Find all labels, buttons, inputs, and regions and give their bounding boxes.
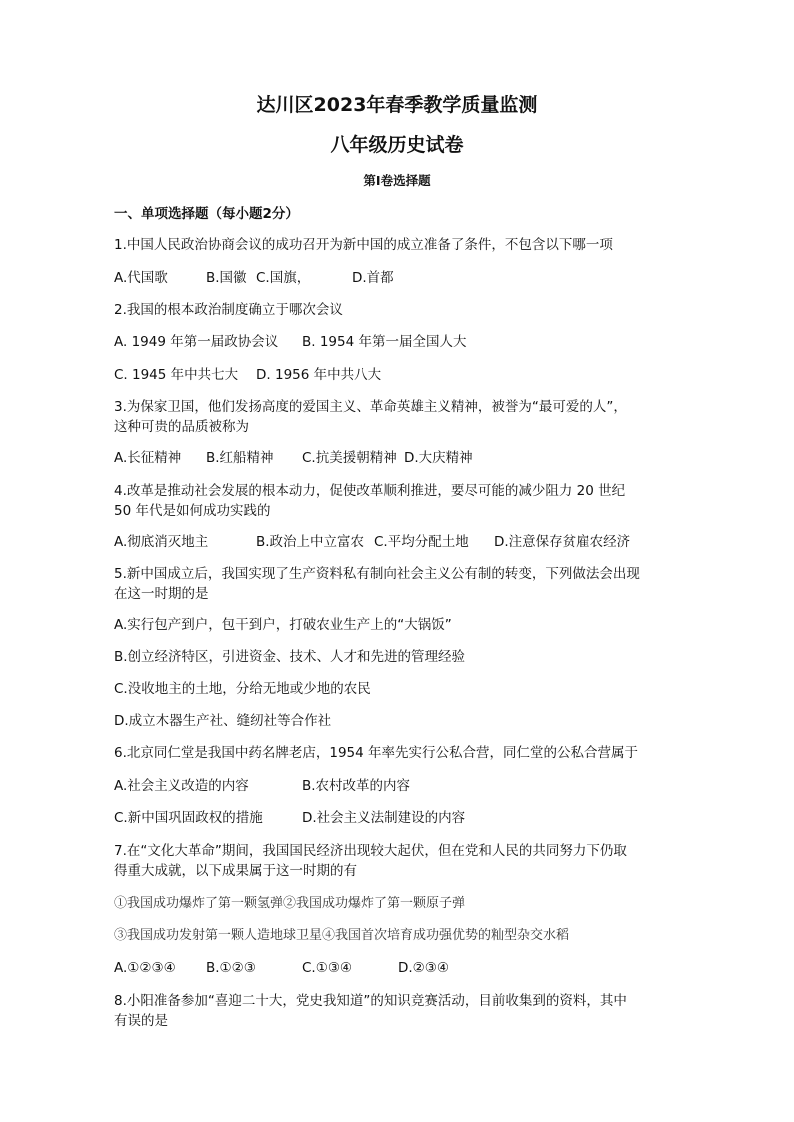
section-heading: 一、单项选择题（每小题2分） — [114, 206, 299, 222]
question-7-options — [114, 958, 449, 978]
question-1-option-b: B.国徽 — [206, 270, 247, 286]
question-1-stem: 1.中国人民政治协商会议的成功召开为新中国的成立准备了条件，不包含以下哪一项 — [114, 237, 613, 253]
question-7-stem-line2: 得重大成就，以下成果属于这一时期的有 — [114, 863, 357, 879]
question-7-option-c: C.①③④ — [302, 960, 353, 976]
question-3-option-a: A.长征精神 — [114, 450, 182, 466]
question-2-option-c: C. 1945 年中共七大 — [114, 367, 239, 383]
question-6-options-row2 — [114, 808, 465, 828]
question-8-stem-line1: 8.小阳准备参加“喜迎二十大，党史我知道”的知识竞赛活动，目前收集到的资料，其中 — [114, 993, 627, 1009]
question-4-option-c: C.平均分配土地 — [374, 534, 469, 550]
question-4-stem-line1: 4.改革是推动社会发展的根本动力，促使改革顺利推进，要尽可能的减少阻力 20 世纪 — [114, 483, 626, 499]
question-6-option-a: A.社会主义改造的内容 — [114, 778, 249, 794]
question-3-option-b: B.红船精神 — [206, 450, 274, 466]
part-heading: 第I卷选择题 — [363, 173, 431, 188]
exam-title: 达川区2023年春季教学质量监测 — [256, 94, 538, 116]
question-6-option-c: C.新中国巩固政权的措施 — [114, 810, 263, 826]
question-3-options — [114, 448, 473, 468]
question-3-stem-line2: 这种可贵的品质被称为 — [114, 419, 249, 435]
question-3-stem-line1: 3.为保家卫国，他们发扬高度的爱国主义、革命英雄主义精神，被誉为“最可爱的人”， — [114, 399, 627, 415]
question-6-options-row1 — [114, 776, 410, 796]
question-1-option-c: C.国旗， — [256, 270, 311, 286]
question-2-option-d: D. 1956 年中共八大 — [256, 367, 382, 383]
exam-subtitle: 八年级历史试卷 — [330, 134, 464, 156]
question-4-option-a: A.彻底消灭地主 — [114, 534, 209, 550]
question-3-option-c: C.抗美援朝精神 — [302, 450, 397, 466]
question-7-item-line2: ③我国成功发射第一颗人造地球卫星④我国首次培育成功强优势的籼型杂交水稻 — [114, 928, 570, 943]
question-3-option-d: D.大庆精神 — [404, 450, 473, 466]
question-5-option-a: A.实行包产到户，包干到户，打破农业生产上的“大锅饭” — [114, 617, 452, 633]
question-2-option-a: A. 1949 年第一届政协会议 — [114, 334, 279, 350]
question-6-option-b: B.农村改革的内容 — [302, 778, 411, 794]
question-7-stem-line1: 7.在“文化大革命”期间，我国国民经济出现较大起伏，但在党和人民的共同努力下仍取 — [114, 843, 627, 859]
question-5-stem-line1: 5.新中国成立后，我国实现了生产资料私有制向社会主义公有制的转变，下列做法会出现 — [114, 566, 640, 582]
question-6-option-d: D.社会主义法制建设的内容 — [302, 810, 466, 826]
question-5-option-c: C.没收地主的土地，分给无地或少地的农民 — [114, 681, 371, 697]
question-5-option-b: B.创立经济特区，引进资金、技术、人才和先进的管理经验 — [114, 649, 466, 665]
question-5-option-d: D.成立木器生产社、缝纫社等合作社 — [114, 713, 332, 729]
question-2-stem: 2.我国的根本政治制度确立于哪次会议 — [114, 302, 343, 318]
question-1-options — [114, 268, 394, 288]
question-4-stem-line2: 50 年代是如何成功实践的 — [114, 503, 271, 519]
question-7-option-d: D.②③④ — [398, 960, 449, 976]
question-5-stem-line2: 在这一时期的是 — [114, 586, 209, 602]
question-1-option-a: A.代国歌 — [114, 270, 168, 286]
question-7-option-a: A.①②③④ — [114, 960, 176, 976]
question-4-options — [114, 532, 630, 552]
question-7-option-b: B.①②③ — [206, 960, 256, 976]
question-7-item-line1: ①我国成功爆炸了第一颗氢弹②我国成功爆炸了第一颗原子弹 — [114, 896, 466, 911]
question-2-option-b: B. 1954 年第一届全国人大 — [302, 334, 467, 350]
question-6-stem: 6.北京同仁堂是我国中药名牌老店，1954 年率先实行公私合营，同仁堂的公私合营属于 — [114, 745, 639, 761]
question-2-options-row2 — [114, 365, 381, 385]
question-2-options-row1 — [114, 332, 467, 352]
question-8-stem-line2: 有误的是 — [114, 1013, 168, 1029]
question-1-option-d: D.首都 — [352, 270, 394, 286]
question-4-option-d: D.注意保存贫雇农经济 — [494, 534, 631, 550]
question-4-option-b: B.政治上中立富农 — [256, 534, 365, 550]
